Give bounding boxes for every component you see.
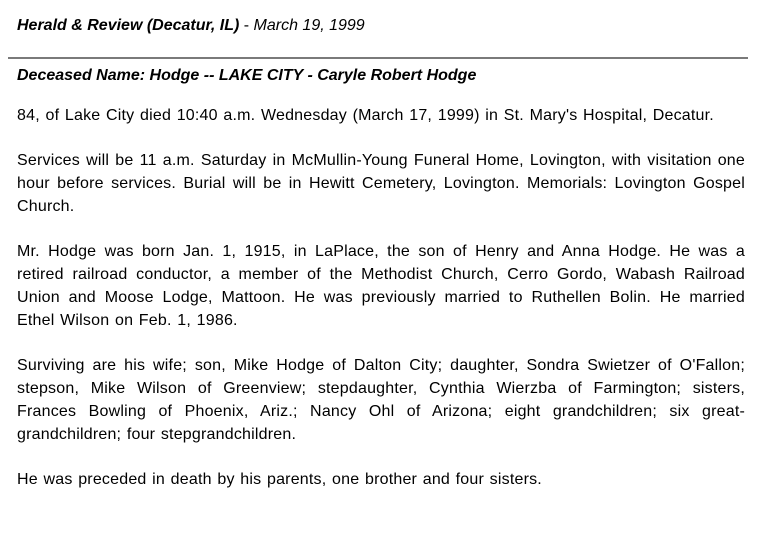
source-separator: - (239, 17, 254, 34)
newspaper-name: Herald & Review (Decatur, IL) (17, 17, 240, 34)
publication-date: March 19, 1999 (253, 17, 365, 34)
source-line (17, 16, 365, 36)
header-divider (8, 57, 748, 59)
paragraph-biography: Mr. Hodge was born Jan. 1, 1915, in LaPlace, the son of Henry and Anna Hodge. He was a retired railroad conductor, a member of the Methodist Church, Cerro Gordo, Wabash Railroad Union and Moose Lodge, Mattoon. He was previously married to Ruthellen Bolin. He married Ethel Wilson on Feb. 1, 1986. (17, 243, 745, 329)
paragraph-survivors: Surviving are his wife; son, Mike Hodge of Dalton City; daughter, Sondra Swietzer of O'Fallon; stepson, Mike Wilson of Greenview; stepdaughter, Cynthia Wierzba of Farmington; sisters, Frances Bowling of Phoenix, Ariz.; Nancy Ohl of Arizona; eight grandchildren; six great-grandchildren; four stepgrandchildren. (17, 357, 745, 443)
paragraph-preceded: He was preceded in death by his parents, one brother and four sisters. (17, 471, 542, 488)
paragraph-services: Services will be 11 a.m. Saturday in McMullin-Young Funeral Home, Lovington, with visitation one hour before services. Burial will be in Hewitt Cemetery, Lovington. Memorials: Lovington Gospel Church. (17, 152, 745, 215)
obituary-body (17, 104, 745, 513)
deceased-name-heading: Deceased Name: Hodge -- LAKE CITY - Caryle Robert Hodge (17, 67, 477, 84)
paragraph-death-notice: 84, of Lake City died 10:40 a.m. Wednesday (March 17, 1999) in St. Mary's Hospital, Decatur. (17, 107, 714, 124)
